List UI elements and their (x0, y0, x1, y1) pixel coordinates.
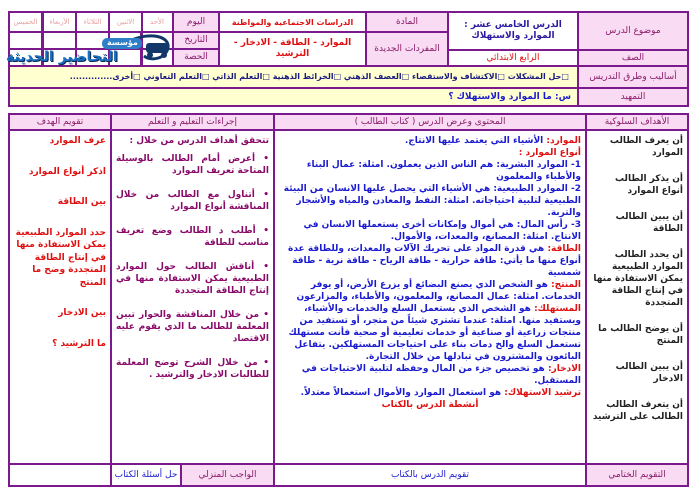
logo-badge: مؤسسة (107, 38, 138, 47)
content-paragraph (279, 303, 581, 363)
evaluation-item: عرف الموارد (49, 136, 106, 146)
evaluation-item: ما الترشيد ؟ (52, 338, 106, 349)
methods-value: □حل المشكلات □الاكتشاف والاستقصاء □العصف الذهني □الخرائط الذهنية □التعلم الذاتي □التعلم التعاوني □أخرى.............. (8, 65, 579, 89)
content-term: المنتج: (551, 280, 581, 290)
intro-label: التمهيد (577, 87, 689, 107)
content-text: 1- الموارد البشرية: هم الناس الذين يعملون. امثلة: عمال البناء والأطباء والمعلمون (306, 160, 581, 182)
content-text: 3- رأس المال: هي أموال وإمكانات أخرى يستعملها الانسان في الانتاج. امثلة: المصانع، والمعدات، والأموال. (303, 220, 581, 242)
content-paragraph (279, 219, 581, 243)
procedures-header: إجراءات التعليم و التعلم (110, 113, 275, 131)
content-term: الموارد: (546, 136, 581, 146)
evaluation-item: اذكر أنواع الموارد (28, 166, 106, 177)
intro-value: س: ما الموارد والاستهلاك ؟ (8, 87, 579, 107)
procedure-item: • أتناول مع الطالب من خلال المناقشة أنواع الموارد (116, 190, 269, 212)
evaluation-column (8, 129, 112, 465)
day-cell: الأحد (140, 11, 174, 33)
evaluation-header: تقويم الهدف (8, 113, 112, 131)
subject-label: المادة (365, 11, 449, 33)
content-text: 2- الموارد الطبيعية: هي الأشياء التي يحصل عليها الانسان من البيئة الطبيعية لتلبية احتياجاته. امثلة: النفط والمعادن والمياه والأشجار والتربة. (283, 184, 581, 218)
subject-value: الدراسات الاجتماعية والمواطنة (218, 11, 367, 33)
topic-label: موضوع الدرس (577, 11, 689, 51)
content-text: هي قدرة المواد على تحريك الآلات والمعدات، وللطاقة عدة أنواع منها ما يأتي: طاقة حرارية - طاقة الرياح - طاقة نرية - طاقة شمسية (288, 244, 581, 278)
evaluation-item: بين الطاقة (57, 197, 106, 207)
content-paragraph (279, 147, 581, 159)
procedure-item: • أعرض أمام الطالب بالوسيلة المتاحة تعريف الموارد (116, 154, 269, 176)
goal-item: أن يذكر الطالب أنواع الموارد (615, 174, 683, 196)
procedure-item: • أناقش الطالب حول الموارد الطبيعية يمكن الاستفادة منها في إنتاج الطاقة المتجددة (116, 262, 269, 296)
content-paragraph (279, 363, 581, 387)
evaluation-item: حدد الموارد الطبيعية يمكن الاستفادة منها في إنتاج الطاقة المتجددة وضح ما المنتج (15, 227, 106, 288)
day-cell: الأربعاء (42, 11, 77, 33)
logo-name: التحاضير الحديثة (6, 49, 118, 65)
grade-label: الصف (577, 49, 689, 67)
vocab-value: الموارد - الطاقة - الادخار - الترشيد (218, 31, 367, 67)
evaluation-item: بين الادخار (58, 308, 106, 318)
goal-item: أن يبين الطالب الادخار (615, 362, 683, 384)
procedures-intro: تتحقق أهداف الدرس من خلال : (129, 136, 269, 146)
content-term: أنواع الموارد : (518, 148, 581, 158)
content-text: هو تخصيص جزء من المال وحفظه لتلبية الاحتياجات في المستقبل. (301, 364, 581, 386)
content-term: الطاقة: (547, 244, 581, 254)
content-column (273, 129, 587, 465)
content-paragraph (279, 387, 581, 399)
goals-column (585, 129, 689, 465)
goals-header: الأهداف السلوكية (585, 113, 689, 131)
period-label: الحصة (172, 48, 220, 67)
grade-value: الرابع الابتدائي (447, 49, 579, 67)
procedures-column (110, 129, 275, 465)
content-term: الادخار: (547, 364, 581, 374)
empty-cell (8, 463, 112, 487)
content-paragraph (279, 135, 581, 147)
procedure-item: • من خلال الشرح توضح المعلمة للطالبات الادخار والترشيد . (116, 358, 269, 380)
content-text: هو الشخص الذي يستعمل السلع والخدمات والأشياء، ويستفيد منها. امثلة: عندما تشتري شيئاً من متجر، أو تستفيد من منتجات زراعية أو صناعية أو خدمات تعليمية أو صحية فأنت مستهلك تستعمل السلع والخ دمات بناء على احتياجات المستهلكين. يتفاعل البائعون والمشترون في تبادلها من خلال التجارة. (288, 304, 581, 362)
day-cell: الخميس (8, 11, 43, 33)
procedure-item: • من خلال المناقشة والحوار تبين المعلمة للطالب ما الذي يقوم عليه الاقتصاد (116, 310, 269, 344)
goal-item: أن يبين الطالب الطاقة (615, 212, 683, 234)
methods-label: أساليب وطرق التدريس (577, 65, 689, 89)
content-paragraph (279, 159, 581, 183)
content-paragraph (279, 279, 581, 303)
content-term: المستهلك: (534, 304, 581, 314)
goal-item: أن يحدد الطالب الموارد الطبيعية يمكن الاستفادة منها في إنتاج الطاقة المتجددة (593, 250, 683, 308)
activities-note: أنشطة الدرس بالكتاب (381, 400, 479, 410)
content-text: هو الشخص الذي يصنع البضائع أو يزرع الأرض، أو يوفر الخدمات. امثلة: عمال المصانع، والمعلمون، والأطباء، والمزارعون (296, 280, 581, 302)
homework-label: الواجب المنزلي (180, 463, 275, 487)
vocab-label: المفردات الجديدة (365, 31, 449, 67)
homework-value: حل أسئلة الكتاب (110, 463, 182, 487)
logo (4, 34, 172, 68)
goal-item: أن يعرف الطالب الموارد (609, 136, 683, 158)
day-cell: الثلاثاء (75, 11, 110, 33)
topic-value: الدرس الخامس عشر : الموارد والاستهلاك (447, 11, 579, 51)
content-text: الأشياء التي يعتمد عليها الانتاج. (404, 136, 547, 146)
goal-item: أن يوضح الطالب ما المنتج (598, 324, 683, 346)
content-header: المحتوى وعرض الدرس ( كتاب الطالب ) (273, 113, 587, 131)
content-paragraph (279, 183, 581, 219)
final-eval-value: تقويم الدرس بالكتاب (273, 463, 587, 487)
content-term: ترشيد الاستهلاك: (504, 388, 581, 398)
day-cell: الاثنين (108, 11, 143, 33)
content-text: هو استعمال الموارد والأموال استعمالاً معتدلاً. (300, 388, 505, 398)
final-eval-label: التقويم الختامي (585, 463, 689, 487)
procedure-item: • أطلب د الطالب وضع تعريف مناسب للطاقة (116, 226, 269, 248)
content-paragraph (279, 243, 581, 279)
goal-item: أن يتعرف الطالب الطالب على الترشيد (592, 400, 683, 422)
date-label: التاريخ (172, 31, 220, 50)
day-label: اليوم (172, 11, 220, 33)
